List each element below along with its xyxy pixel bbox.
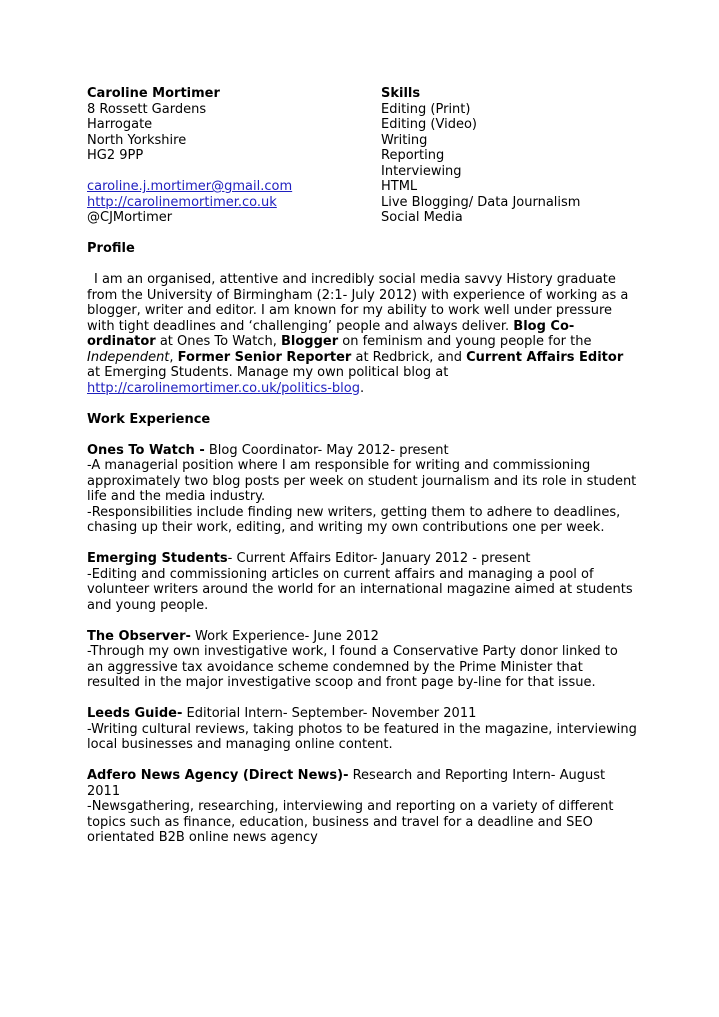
job-role: Blog Coordinator- May 2012- present: [204, 442, 449, 458]
profile-highlight: Former Senior Reporter: [177, 349, 352, 365]
spacer: [87, 536, 637, 552]
job-description: -Editing and commissioning articles on current affairs and managing a pool of volunteer writers around the world for an international magazine aimed at students and young people.: [87, 566, 633, 613]
spacer: [87, 257, 637, 273]
spacer: [87, 427, 637, 443]
politics-blog-link[interactable]: http://carolinemortimer.co.uk/politics-blog: [87, 380, 360, 396]
job-role: Editorial Intern- September- November 2011: [182, 706, 477, 721]
job-entry: [87, 768, 637, 846]
job-description: -Newsgathering, researching, interviewing and reporting on a variety of different topics such as finance, education, business and travel for a deadline and SEO orientated B2B online news agency: [87, 799, 614, 845]
profile-text: at Emerging Students. Manage my own political blog at: [87, 365, 449, 380]
skills-block: [381, 86, 631, 226]
candidate-name: Caroline Mortimer: [87, 86, 220, 101]
job-org: Leeds Guide-: [87, 706, 183, 721]
address-line-1: 8 Rossett Gardens: [87, 101, 207, 117]
job-entry: [87, 629, 637, 691]
website-link[interactable]: http://carolinemortimer.co.uk: [87, 194, 277, 210]
job-role: - Current Affairs Editor- January 2012 - present: [227, 551, 531, 566]
spacer: [87, 691, 637, 707]
profile-highlight: Blog Co-ordinator: [87, 318, 575, 349]
twitter-handle: @CJMortimer: [87, 210, 173, 225]
job-description: -Through my own investigative work, I found a Conservative Party donor linked to an aggressive tax avoidance scheme condemned by the Prime Minister that resulted in the major investigative scoop and front page by-line for that issue.: [87, 644, 618, 690]
profile-text: I am an organised, attentive and incredibly social media savvy History graduate from the University of Birmingham (2:1- July 2012) with experience of working as a blogger, writer and editor. I am known for my ability to work well under pressure with tight deadlines and ‘challenging’ people and always deliver.: [87, 272, 629, 334]
job-role: Research and Reporting Intern- August 2011: [87, 768, 606, 799]
skill-item: Live Blogging/ Data Journalism: [381, 194, 581, 210]
skill-item: Reporting: [381, 148, 445, 163]
job-entry: [87, 551, 637, 613]
profile-text: on feminism and young people for the: [338, 334, 592, 349]
profile-title: Profile: [87, 241, 135, 256]
job-org: Ones To Watch -: [87, 442, 205, 458]
skill-item: Interviewing: [381, 163, 462, 179]
spacer: [87, 753, 637, 769]
email-link[interactable]: caroline.j.mortimer@gmail.com: [87, 179, 293, 194]
profile-publication: Independent: [87, 349, 170, 365]
job-description: -Responsibilities include finding new writers, getting them to adhere to deadlines, chasing up their work, editing, and writing my own contributions one per week.: [87, 504, 621, 535]
spacer: [87, 613, 637, 629]
job-org: Adfero News Agency (Direct News)-: [87, 768, 349, 783]
skill-item: Editing (Video): [381, 117, 477, 132]
profile-highlight: Current Affairs Editor: [466, 349, 624, 365]
skill-item: Social Media: [381, 210, 463, 225]
skill-item: Editing (Print): [381, 101, 471, 117]
profile-text: .: [360, 380, 365, 396]
profile-text: at Redbrick, and: [351, 349, 467, 365]
address-postcode: HG2 9PP: [87, 148, 144, 163]
job-description: -Writing cultural reviews, taking photos to be featured in the magazine, interviewing local businesses and managing online content.: [87, 721, 637, 752]
job-org: The Observer-: [87, 628, 191, 644]
profile-highlight: Blogger: [280, 334, 339, 349]
contact-block: [87, 86, 377, 226]
spacer: [87, 396, 637, 412]
profile-text: ,: [169, 349, 178, 365]
job-role: Work Experience- June 2012: [190, 628, 379, 644]
spacer: [87, 164, 377, 180]
address-line-2: Harrogate: [87, 117, 153, 132]
cv-body: [87, 241, 637, 846]
header-block: [87, 86, 647, 227]
skills-title: Skills: [381, 86, 421, 101]
skill-item: HTML: [381, 179, 418, 194]
profile-text: at Ones To Watch,: [155, 334, 281, 349]
work-experience-title: Work Experience: [87, 411, 211, 427]
job-entry: [87, 443, 637, 536]
address-line-3: North Yorkshire: [87, 132, 187, 148]
skill-item: Writing: [381, 132, 428, 148]
profile-paragraph: [87, 272, 637, 396]
job-description: -A managerial position where I am responsible for writing and commissioning approximately two blog posts per week on student journalism and its role in student life and the media industry.: [87, 458, 637, 504]
job-org: Emerging Students: [87, 551, 228, 566]
job-entry: [87, 706, 637, 753]
